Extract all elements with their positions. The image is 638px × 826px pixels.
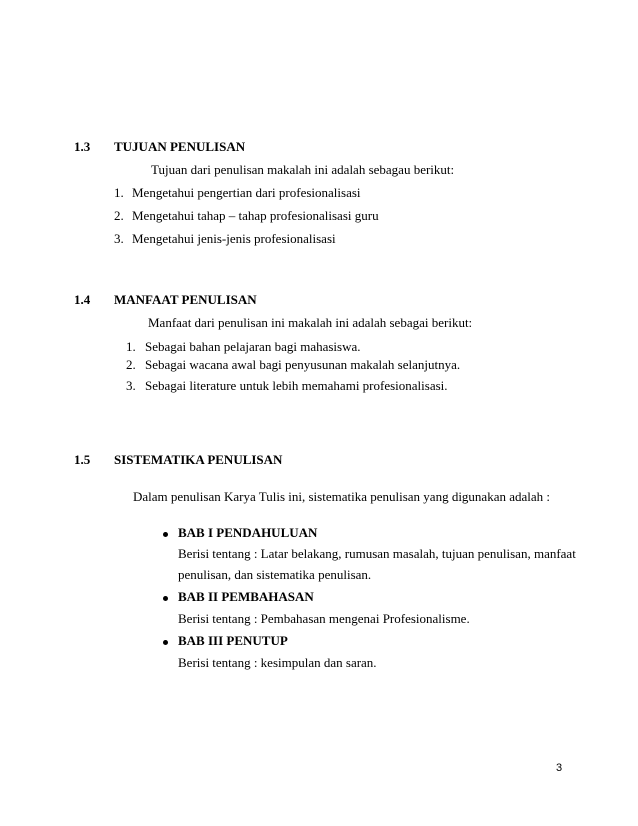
list-item: Mengetahui jenis-jenis profesionalisasi xyxy=(132,231,336,246)
page-number: 3 xyxy=(556,762,563,774)
bullet-icon xyxy=(163,596,168,601)
section-heading: TUJUAN PENULISAN xyxy=(114,139,246,154)
section-number: 1.3 xyxy=(74,139,91,154)
section-heading: SISTEMATIKA PENULISAN xyxy=(114,452,283,467)
section-intro: Dalam penulisan Karya Tulis ini, sistematika penulisan yang digunakan adalah : xyxy=(133,489,551,504)
bab-description: Berisi tentang : Latar belakang, rumusan masalah, tujuan penulisan, manfaat xyxy=(178,546,576,561)
list-marker: 2. xyxy=(126,357,136,372)
list-item: Sebagai literature untuk lebih memahami profesionalisasi. xyxy=(145,378,448,393)
section-heading: MANFAAT PENULISAN xyxy=(114,292,257,307)
bab-description: Berisi tentang : Pembahasan mengenai Profesionalisme. xyxy=(178,611,470,626)
list-item: Mengetahui pengertian dari profesionalisasi xyxy=(132,185,361,200)
list-marker: 2. xyxy=(114,208,124,223)
list-marker: 1. xyxy=(114,185,124,200)
list-item: Sebagai wacana awal bagi penyusunan makalah selanjutnya. xyxy=(145,357,461,372)
list-marker: 1. xyxy=(126,339,136,354)
bab-title: BAB I PENDAHULUAN xyxy=(178,525,318,540)
section-number: 1.4 xyxy=(74,292,91,307)
list-marker: 3. xyxy=(114,231,124,246)
bab-description: penulisan, dan sistematika penulisan. xyxy=(178,567,372,582)
bab-description: Berisi tentang : kesimpulan dan saran. xyxy=(178,655,377,670)
section-number: 1.5 xyxy=(74,452,91,467)
bab-title: BAB III PENUTUP xyxy=(178,633,288,648)
bullet-icon xyxy=(163,640,168,645)
list-item: Mengetahui tahap – tahap profesionalisasi guru xyxy=(132,208,379,223)
bab-title: BAB II PEMBAHASAN xyxy=(178,589,314,604)
section-intro: Manfaat dari penulisan ini makalah ini adalah sebagai berikut: xyxy=(148,315,473,330)
list-item: Sebagai bahan pelajaran bagi mahasiswa. xyxy=(145,339,361,354)
list-marker: 3. xyxy=(126,378,136,393)
bullet-icon xyxy=(163,532,168,537)
section-intro: Tujuan dari penulisan makalah ini adalah sebagau berikut: xyxy=(151,162,455,177)
